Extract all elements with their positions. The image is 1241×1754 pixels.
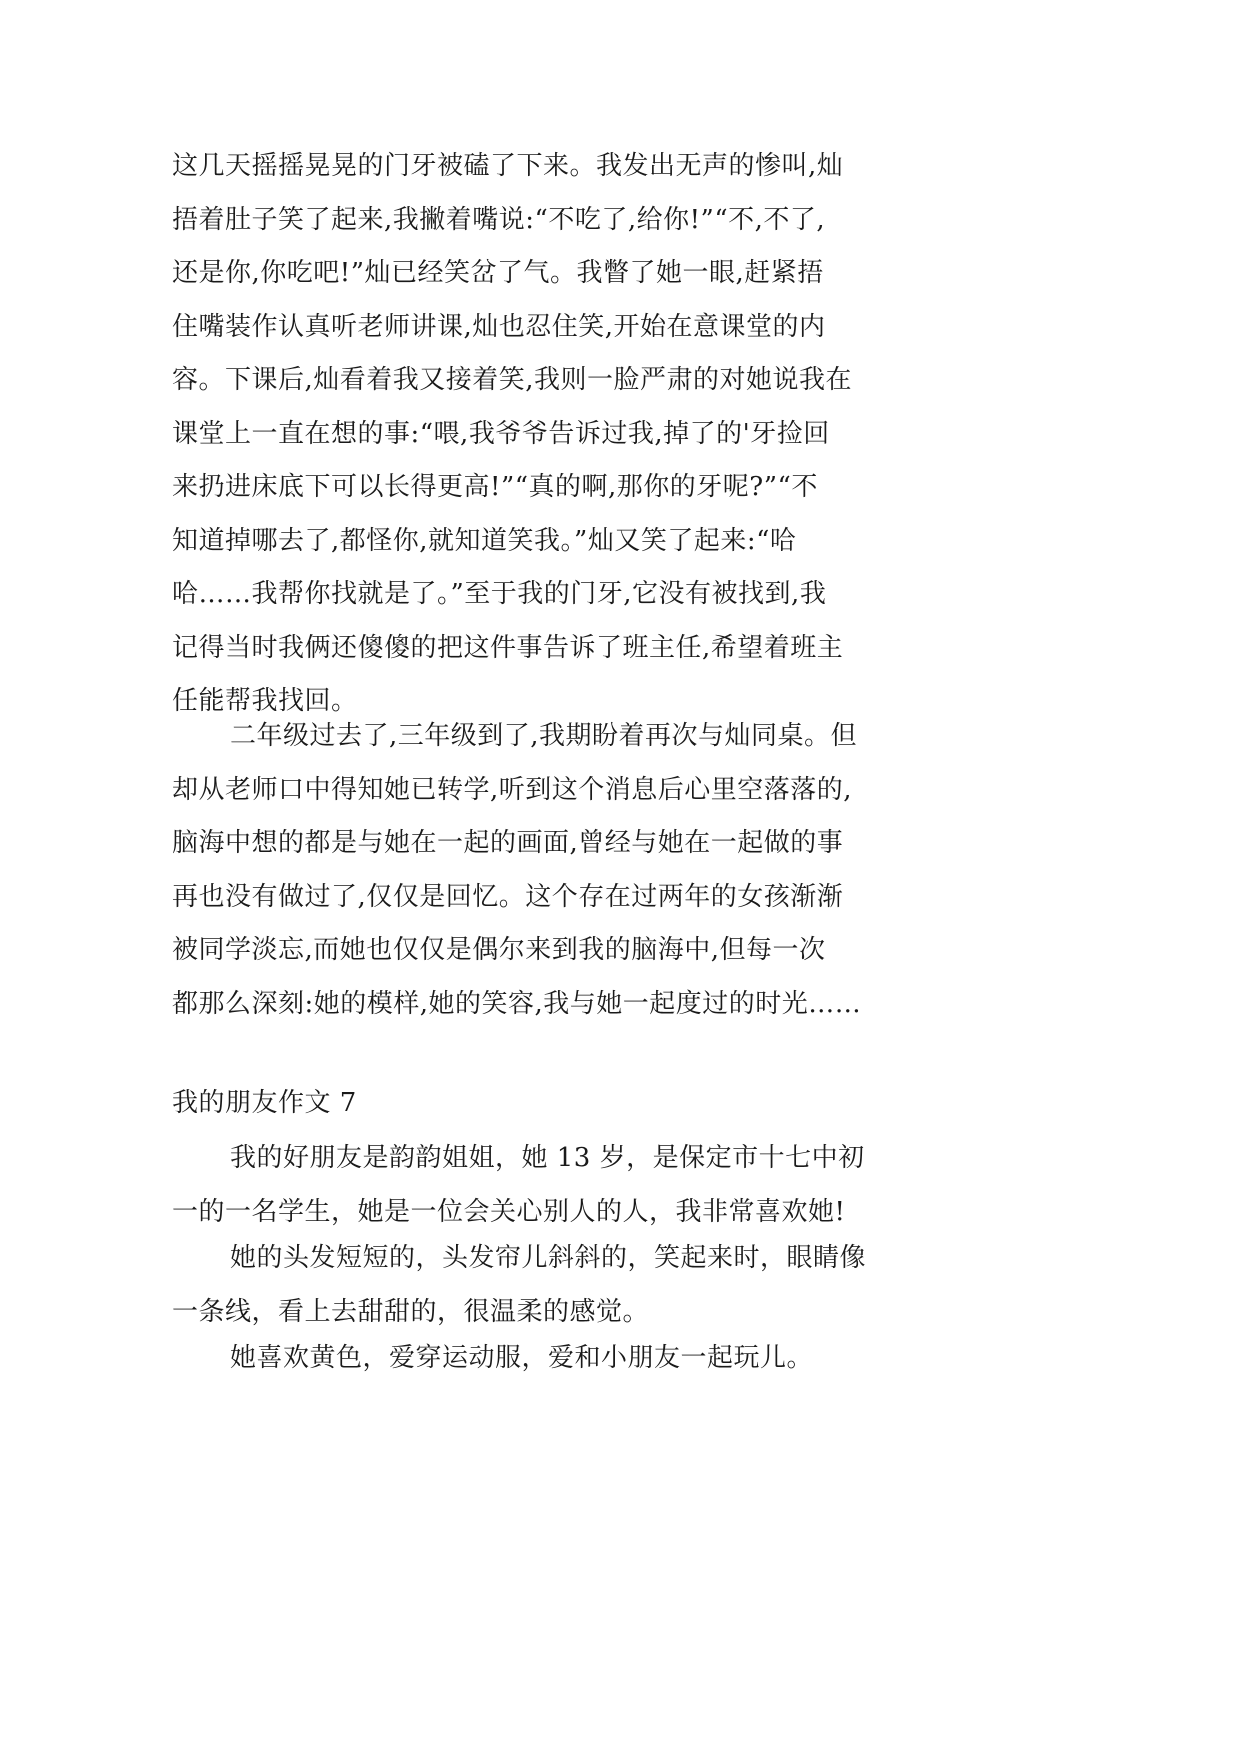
story-paragraph-1 xyxy=(172,140,942,729)
text-line: 都那么深刻:她的模样,她的笑容,我与她一起度过的时光…… xyxy=(172,988,862,1019)
text-line: 捂着肚子笑了起来,我撇着嘴说:“不吃了,给你!”“不,不了, xyxy=(172,204,826,235)
section-heading: 我的朋友作文 7 xyxy=(172,1088,357,1118)
essay-paragraph-2 xyxy=(172,1232,942,1339)
text-line-indented: 她喜欢黄色，爱穿运动服，爱和小朋友一起玩儿。 xyxy=(230,1343,814,1373)
text-line: 记得当时我俩还傻傻的把这件事告诉了班主任,希望着班主 xyxy=(172,632,844,663)
story-paragraph-2 xyxy=(172,710,942,1031)
text-line: 一的一名学生，她是一位会关心别人的人，我非常喜欢她! xyxy=(172,1196,846,1227)
text-line-indented: 二年级过去了,三年级到了,我期盼着再次与灿同桌。但 xyxy=(230,721,858,751)
text-line: 脑海中想的都是与她在一起的画面,曾经与她在一起做的事 xyxy=(172,828,844,858)
text-line: 被同学淡忘,而她也仅仅是偶尔来到我的脑海中,但每一次 xyxy=(172,935,826,965)
text-line: 容。下课后,灿看着我又接着笑,我则一脸严肃的对她说我在 xyxy=(172,365,853,395)
text-line: 知道掉哪去了,都怪你,就知道笑我。”灿又笑了起来:“哈 xyxy=(172,525,797,556)
essay-paragraph-1 xyxy=(172,1132,942,1239)
text-line: 来扔进床底下可以长得更高!”“真的啊,那你的牙呢?”“不 xyxy=(172,472,818,502)
text-line: 这几天摇摇晃晃的门牙被磕了下来。我发出无声的惨叫,灿 xyxy=(172,151,844,181)
text-line: 还是你,你吃吧!”灿已经笑岔了气。我瞥了她一眼,赶紧捂 xyxy=(172,258,824,288)
text-line: 课堂上一直在想的事:“喂,我爷爷告诉过我,掉了的'牙捡回 xyxy=(172,418,830,449)
text-line: 却从老师口中得知她已转学,听到这个消息后心里空落落的, xyxy=(172,774,853,805)
text-line: 一条线，看上去甜甜的，很温柔的感觉。 xyxy=(172,1296,650,1327)
text-line: 住嘴装作认真听老师讲课,灿也忍住笑,开始在意课堂的内 xyxy=(172,311,826,342)
text-line: 任能帮我找回。 xyxy=(172,686,358,716)
text-line: 再也没有做过了,仅仅是回忆。这个存在过两年的女孩渐渐 xyxy=(172,881,844,912)
text-line-indented: 她的头发短短的，头发帘儿斜斜的，笑起来时，眼睛像 xyxy=(230,1243,867,1273)
text-line-indented: 我的好朋友是韵韵姐姐，她 13 岁，是保定市十七中初 xyxy=(230,1143,865,1173)
essay-paragraph-3 xyxy=(172,1332,942,1386)
text-line: 哈……我帮你找就是了。”至于我的门牙,它没有被找到,我 xyxy=(172,579,827,609)
